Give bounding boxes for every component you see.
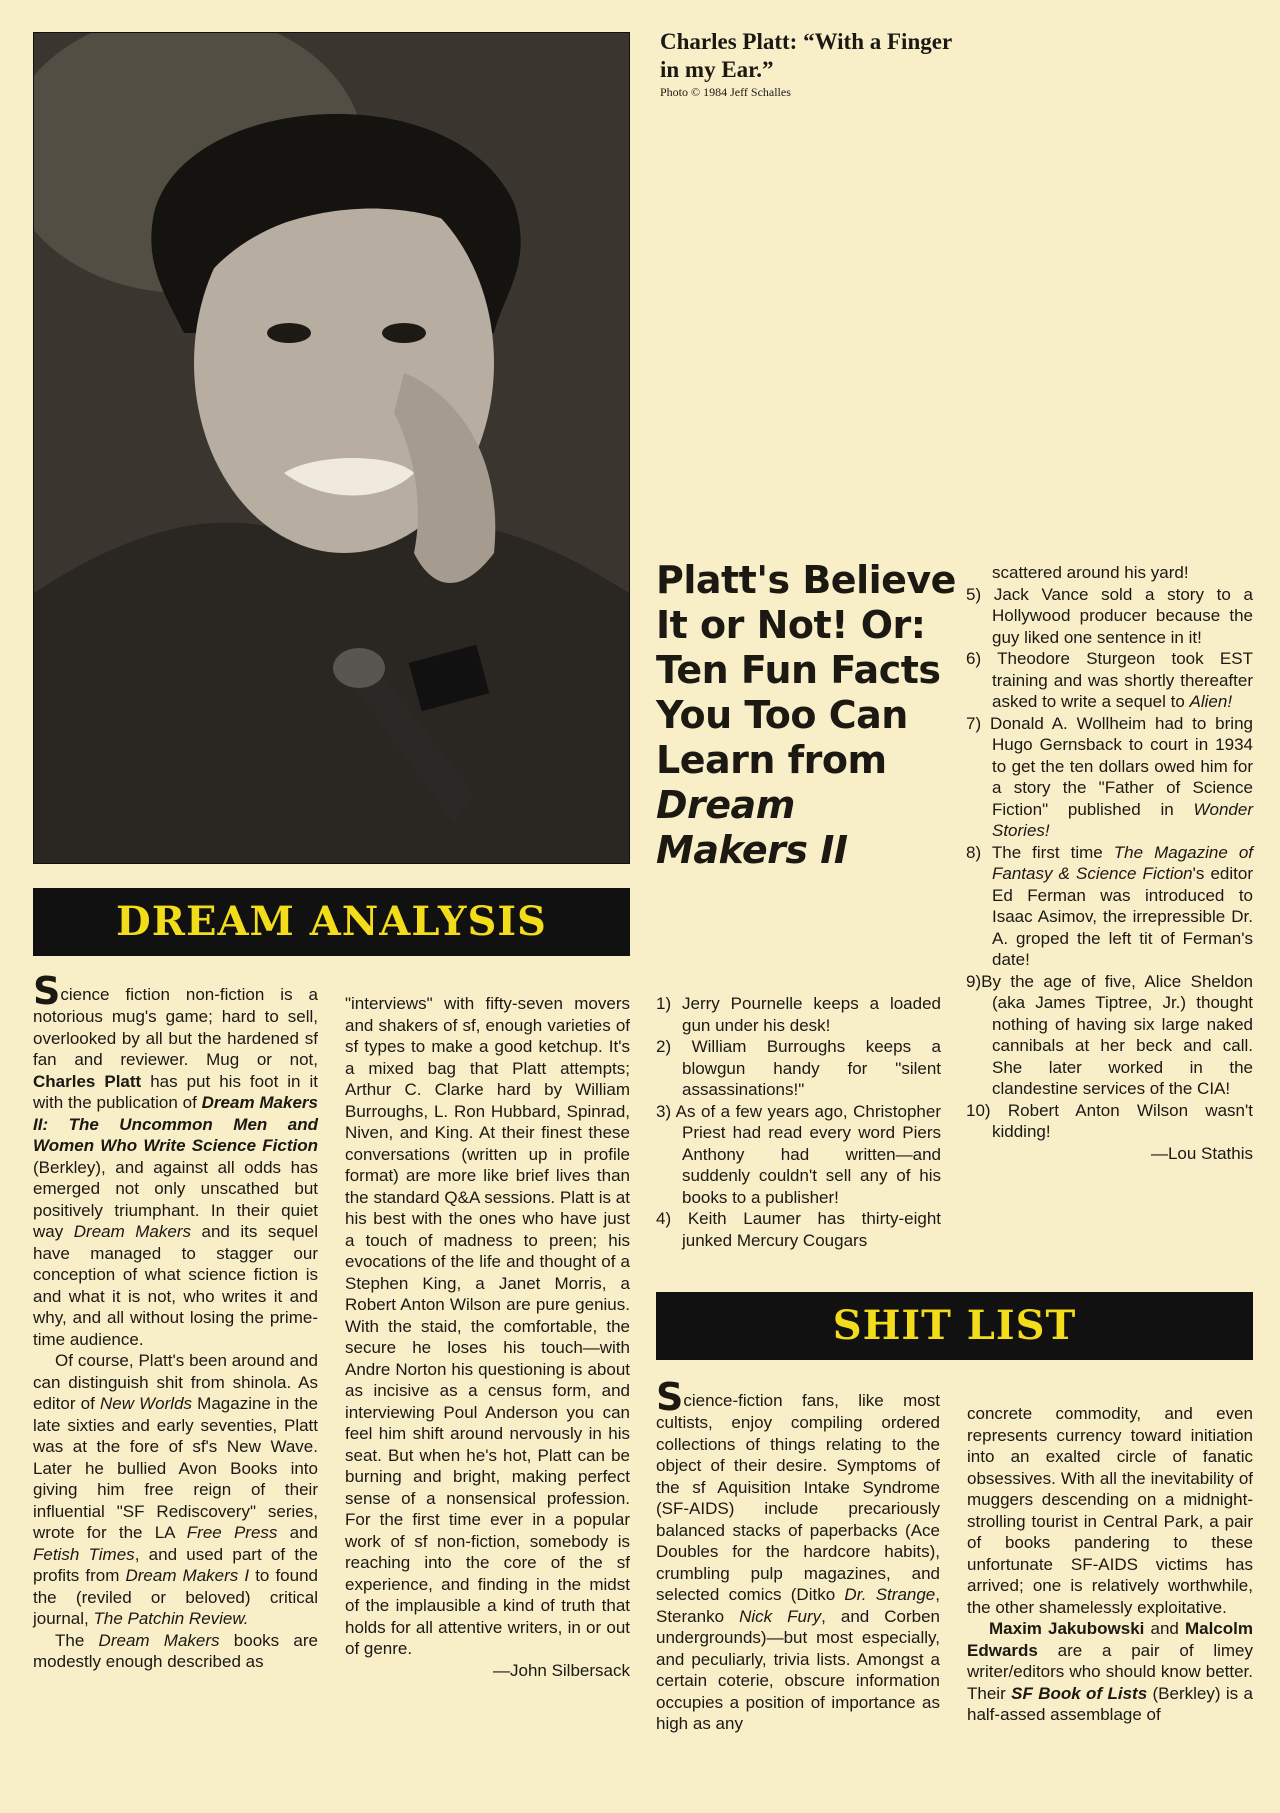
list-item: 10) Robert Anton Wilson wasn't kidding!: [966, 1100, 1253, 1141]
list-item: 1) Jerry Pournelle keeps a loaded gun under his desk!: [656, 994, 941, 1035]
shit-list-banner: SHIT LIST: [656, 1292, 1253, 1360]
dropcap: S: [656, 1375, 684, 1419]
list-item: 6) Theodore Sturgeon took EST training and was shortly thereafter asked to write a sequel to Alien!: [966, 649, 1253, 711]
shit-list-column-1: Science-fiction fans, like most cultists, enjoy compiling ordered collections of things relating to the object of their desire. Symptoms of the sf Aquisition Intake Syndrome (SF-AIDS) include precariously balanced stacks of paperbacks (Ace Doubles for the hardcore habits), crumbling pulp magazines, and selected comics (Ditko Dr. Strange, Steranko Nick Fury, and Corben undergrounds)—but most especially, and peculiarly, trivia lists. Amongst a certain coterie, obscure information occupies a position of importance as high as any: [656, 1375, 941, 1733]
dream-analysis-banner: DREAM ANALYSIS: [33, 888, 630, 956]
book-title: Dream Makers II: The Uncommon Men and Women Who Write Science Fiction: [33, 1093, 318, 1155]
list-item: 2) William Burroughs keeps a blowgun handy for "silent assassinations!": [656, 1037, 941, 1099]
caption-credit: Photo © 1984 Jeff Schalles: [660, 85, 791, 99]
author-name: Maxim Jakubowski: [989, 1619, 1145, 1638]
photo-caption: [660, 28, 960, 100]
author-name: Malcolm Edwards: [967, 1619, 1253, 1660]
list-item: scattered around his yard!: [992, 563, 1189, 582]
list-item: 7) Donald A. Wollheim had to bring Hugo Gernsback to court in 1934 to get the ten dollars owed him for a story the "Father of Science Fiction" published in Wonder Stories!: [966, 713, 1253, 840]
author-name: Charles Platt: [33, 1071, 142, 1091]
review-text: "interviews" with fifty-seven movers and shakers of sf, enough varieties of sf types to make a good ketchup. It's a mixed bag that Platt attempts; Arthur C. Clarke hard by William Burroughs, L. Ron Hubbard, Spinrad, Niven, and King. At their finest these conversations (written up in profile format) are more like brief lives than the standard Q&A sessions. Platt is at his best with the ones who have just a touch of madness to preen; his evocations of the life and thought of a Stephen King, a Janet Morris, a Robert Anton Wilson are pure genius. With the staid, the comfortable, the secure he loses his touch—with Andre Norton his questioning is about as incisive as a census form, and interviewing Poul Anderson you can feel him shift around nervously in his seat. But when he's hot, Platt can be burning and bright, making perfect sense of a nonsensical profession. For the first time ever in a popular work of sf non-fiction, somebody is reaching into the core of the sf experience, and finding in the midst of the implausible a kind of truth that holds for all attentive writers, in or out of genre.: [345, 994, 630, 1658]
book-title: SF Book of Lists: [1011, 1683, 1148, 1703]
facts-list-left: [656, 993, 941, 1251]
dream-analysis-column-2: [345, 993, 630, 1681]
facts-headline: Platt's Believe It or Not! Or: Ten Fun Facts You Too Can Learn from Dream Makers II: [656, 558, 956, 872]
facts-list-right: [966, 562, 1253, 1164]
author-photo: [33, 32, 630, 864]
shit-list-column-2: concrete commodity, and even represents currency toward initiation into an exalted circle of fanatic obsessives. With all the inevitability of muggers descending on a midnight-strolling tourist in Central Park, a pair of books pandering to these unfortunate SF-AIDS victims has arrived; one is relatively worthwhile, the other shamelessly exploitative. Maxim Jakubowski and Malcolm Edwards are a pair of limey writer/editors who should know better. Their SF Book of Lists (Berkley) is a half-assed assemblage of: [967, 1404, 1253, 1724]
dream-analysis-column-1: Science fiction non-fiction is a notorious mug's game; hard to sell, overlooked by all but the hardened sf fan and reviewer. Mug or not, Charles Platt has put his foot in it with the publication of Dream Makers II: The Uncommon Men and Women Who Write Science Fiction (Berkley), and against all odds has emerged not only unscathed but positively triumphant. In their quiet way Dream Makers and its sequel have managed to stagger our conception of what science fiction is and what it is not, who writes it and why, and all without losing the prime-time audience. Of course, Platt's been around and can distinguish shit from shinola. As editor of New Worlds Magazine in the late sixties and early seventies, Platt was at the fore of sf's New Wave. Later he bullied Avon Books into giving him free reign of their influential "SF Rediscovery" series, wrote for the LA Free Press and Fetish Times, and used part of the profits from Dream Makers I to found the (reviled or beloved) critical journal, The Patchin Review. The Dream Makers books are modestly enough described as: [33, 969, 319, 1671]
portrait-illustration: [34, 33, 629, 863]
review-signature: —John Silbersack: [492, 1660, 630, 1680]
list-item: 5) Jack Vance sold a story to a Hollywood producer because the guy liked one sentence in it!: [966, 584, 1253, 647]
list-item: 9)By the age of five, Alice Sheldon (aka James Tiptree, Jr.) thought nothing of having six large naked cannibals at her beck and call. She later worked in the clandestine services of the CIA!: [966, 971, 1253, 1098]
list-item: 8) The first time The Magazine of Fantasy & Science Fiction's editor Ed Ferman was introduced to Isaac Asimov, the irrepressible Dr. A. groped the left tit of Ferman's date!: [966, 842, 1254, 969]
list-item: 3) As of a few years ago, Christopher Priest had read every word Piers Anthony had written—and suddenly couldn't sell any of his books to a publisher!: [656, 1101, 941, 1207]
caption-title: Charles Platt: “With a Finger in my Ear.”: [660, 29, 952, 82]
list-item: 4) Keith Laumer has thirty-eight junked Mercury Cougars: [656, 1209, 941, 1250]
facts-signature: —Lou Stathis: [1150, 1143, 1253, 1163]
dropcap: S: [33, 969, 61, 1013]
